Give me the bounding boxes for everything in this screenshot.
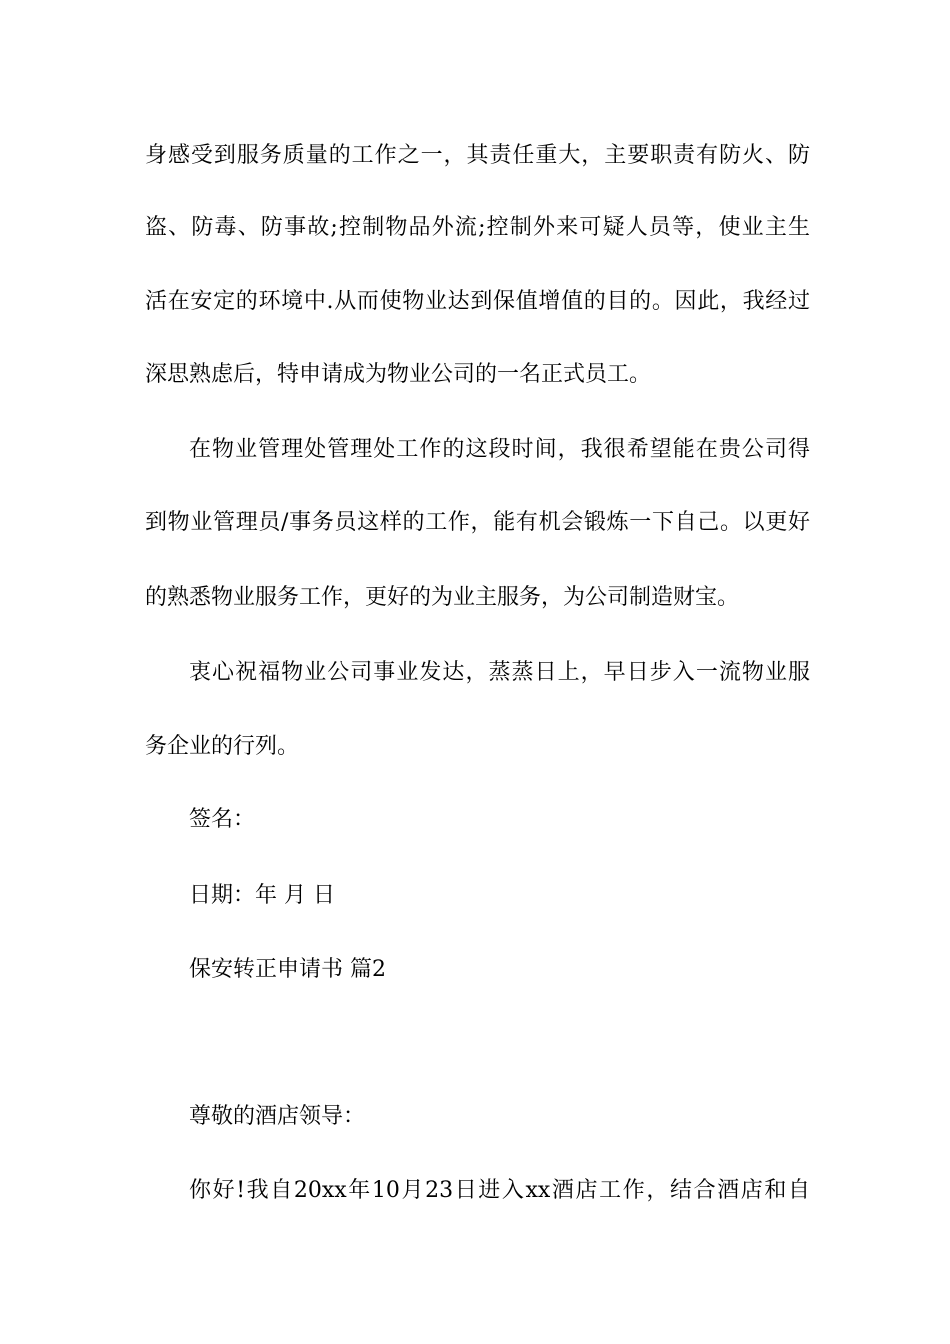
signature-label: 签名： — [189, 807, 256, 832]
paragraph-line: 深思熟虑后，特申请成为物业公司的一名正式员工。 — [145, 362, 652, 387]
section-title: 保安转正申请书 篇2 — [189, 957, 386, 982]
paragraph-line: 身感受到服务质量的工作之一，其责任重大，主要职责有防火、防 — [145, 143, 810, 168]
salutation: 尊敬的酒店领导： — [189, 1104, 366, 1129]
paragraph-line: 务企业的行列。 — [145, 734, 300, 759]
paragraph-line: 盗、防毒、防事故;控制物品外流;控制外来可疑人员等，使业主生 — [145, 215, 810, 240]
date-line: 日期：年 月 日 — [189, 883, 335, 908]
paragraph-line: 你好!我自20xx年10月23日进入xx酒店工作，结合酒店和自 — [189, 1178, 810, 1203]
paragraph-line: 的熟悉物业服务工作，更好的为业主服务，为公司制造财宝。 — [145, 585, 740, 610]
paragraph-line: 衷心祝福物业公司事业发达，蒸蒸日上，早日步入一流物业服 — [189, 660, 810, 685]
paragraph-line: 在物业管理处管理处工作的这段时间，我很希望能在贵公司得 — [189, 437, 810, 462]
paragraph-line: 到物业管理员/事务员这样的工作，能有机会锻炼一下自己。以更好 — [145, 510, 810, 535]
paragraph-line: 活在安定的环境中.从而使物业达到保值增值的目的。因此，我经过 — [145, 289, 810, 314]
